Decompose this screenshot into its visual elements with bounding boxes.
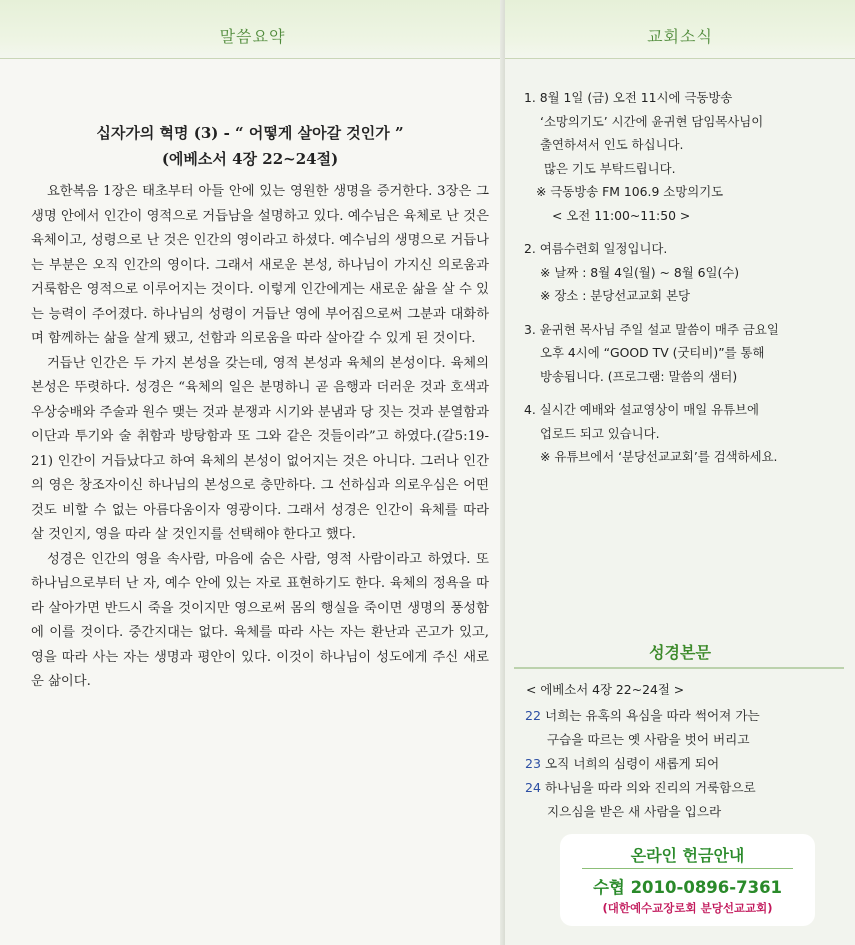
sermon-title-main: 십자가의 혁명 (3) - “ 어떻게 살아갈 것인가 ” <box>96 124 404 142</box>
scripture-verses <box>525 704 845 824</box>
news-line: 3. 윤귀현 목사님 주일 설교 말씀이 매주 금요일 <box>524 321 779 337</box>
verse-line <box>525 704 845 728</box>
news-item <box>524 237 844 308</box>
news-note: ※ 극동방송 FM 106.9 소망의기도 <box>536 184 724 199</box>
news-item <box>524 318 844 389</box>
news-note: ※ 유튜브에서 ‘분당선교교회’를 검색하세요. <box>540 449 778 464</box>
news-item <box>524 86 844 227</box>
scripture-reference: < 에베소서 4장 22~24절 > <box>526 682 685 697</box>
church-news-heading: 교회소식 <box>647 27 713 46</box>
scripture-title: 성경본문 <box>649 643 711 662</box>
online-offering-title: 온라인 헌금안내 <box>630 846 745 865</box>
verse-text: 하나님을 따라 의와 진리의 거룩함으로 <box>545 780 756 795</box>
verse-number: 23 <box>525 756 542 771</box>
online-offering-box <box>560 834 815 926</box>
sermon-paragraph: 요한복음 1장은 태초부터 아들 안에 있는 영원한 생명을 증거한다. 3장은 그 생명 안에서 인간이 영적으로 거듭남을 설명하고 있다. 예수님은 육체로 난 것은 육체이고, 성령으로 난 것은 인간의 영이라고 하셨다. 예수님의 생명으로 거듭나는 부분은 오직 인간의 영이다. 그래서 새로운 본성, 하나님이 가지신 의로움과 거룩함은 영적으로 이루어지는 것이다. 이렇게 인간에게는 새로운 삶을 살 수 있는 능력이 주어졌다. 하나님의 성령이 거듭난 영에 부어짐으로써 그분과 대화하며 함께하는 삶을 살게 됐고, 선함과 의로움을 따라 살아갈 수 있게 된 것이다. <box>31 184 489 346</box>
church-news-header <box>505 0 855 59</box>
sermon-summary-heading: 말씀요약 <box>219 27 286 46</box>
verse-number: 22 <box>525 708 542 723</box>
account-holder: (대한예수교장로회 분당선교교회) <box>602 901 773 915</box>
verse-text: 너희는 유혹의 욕심을 따라 썩어져 가는 <box>545 708 760 723</box>
verse-text: 오직 너희의 심령이 새롭게 되어 <box>545 756 720 771</box>
news-note: ※ 날짜 : 8월 4일(월) ~ 8월 6일(수) <box>540 264 740 280</box>
news-line: 많은 기도 부탁드립니다. <box>544 160 676 176</box>
news-line: 출연하셔서 인도 하십니다. <box>540 137 684 152</box>
news-line: 방송됩니다. (프로그램: 말씀의 샘터) <box>540 368 738 384</box>
news-note: ※ 장소 : 분당선교교회 본당 <box>540 288 691 303</box>
news-list <box>524 86 844 479</box>
bank-account-number: 수협 2010-0896-7361 <box>592 878 783 897</box>
news-line: 4. 실시간 예배와 설교영상이 매일 유튜브에 <box>524 402 759 417</box>
verse-text: 구습을 따르는 옛 사람을 벗어 버리고 <box>547 732 750 747</box>
verse-line <box>525 776 845 800</box>
verse-line <box>525 752 845 776</box>
news-line: 업로드 되고 있습니다. <box>540 425 660 441</box>
sermon-paragraph: 거듭난 인간은 두 가지 본성을 갖는데, 영적 본성과 육체의 본성이다. 육체의 본성은 뚜렷하다. 성경은 “육체의 일은 분명하니 곧 음행과 더러운 것과 호색과 우상숭배와 주술과 원수 맺는 것과 분쟁과 시기와 분냄과 당 짓는 것과 분열함과 이단과 투기와 술 취함과 방탕함과 또 그와 같은 것들이라”고 하였다.(갈5:19-21) 인간이 거듭났다고 하여 육체의 본성이 없어지는 것은 아니다. 그러나 인간의 영은 창조자이신 하나님의 본성으로 충만하다. 그 선하심과 의로우심은 어떤 것도 비할 수 없는 아름다움이자 영광이다. 그래서 성경은 인간이 육체를 따라 살 것인지, 영을 따라 살 것인지를 선택해야 한다고 했다. <box>31 355 489 542</box>
news-line: ‘소망의기도’ 시간에 윤귀현 담임목사님이 <box>540 113 764 129</box>
verse-text: 지으심을 받은 새 사람을 입으라 <box>547 804 722 819</box>
news-line: 오후 4시에 “GOOD TV (굿티비)”를 통해 <box>540 345 765 360</box>
news-line: 1. 8월 1일 (금) 오전 11시에 극동방송 <box>524 90 733 105</box>
online-offering-divider <box>582 868 793 869</box>
news-item <box>524 398 844 469</box>
news-note: < 오전 11:00~11:50 > <box>552 207 691 223</box>
sermon-summary-header <box>0 0 505 59</box>
sermon-title <box>40 120 460 172</box>
sermon-body <box>31 180 489 695</box>
news-line: 2. 여름수련회 일정입니다. <box>524 241 668 256</box>
sermon-paragraph: 성경은 인간의 영을 속사람, 마음에 숨은 사람, 영적 사람이라고 하였다. 또 하나님으로부터 난 자, 예수 안에 있는 자로 표현하기도 한다. 육체의 정욕을 따라 살아가면 반드시 죽을 것이지만 영으로써 몸의 행실을 죽이면 생명의 풍성함에 이를 것이다. 중간지대는 없다. 육체를 따라 사는 자는 환난과 곤고가 있고, 영을 따라 사는 자는 생명과 평안이 있다. 이것이 하나님이 성도에게 주신 새로운 삶이다. <box>31 551 489 689</box>
sermon-title-reference: (에베소서 4장 22~24절) <box>161 150 339 168</box>
scripture-divider <box>514 667 844 669</box>
verse-number: 24 <box>525 780 542 795</box>
